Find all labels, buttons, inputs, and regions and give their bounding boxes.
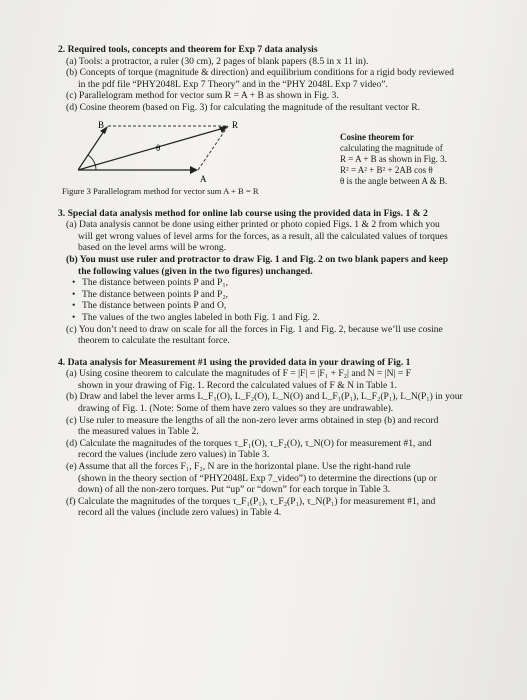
section-4 [58, 357, 498, 519]
cosine-formula: R² = A² + B² + 2AB cos θ [340, 165, 433, 176]
section-3 [58, 208, 498, 347]
parallelogram-diagram [78, 118, 298, 188]
section-3-bullet-3: • The distance between points P and O, [58, 300, 498, 312]
dashed-right-side [198, 126, 228, 170]
section-4-line-10: (shown in the theory section of “PHY2048L Exp 7_video”) to determine the directions (up or [78, 472, 437, 484]
section-4-line-8: record the values (include zero values) in Table 3. [78, 449, 270, 461]
section-4-line-11: down) of all the non-zero torques. Put “up” or “down” for each torque in Table 3. [78, 484, 391, 496]
section-2-item-d: (d) Cosine theorem (based on Fig. 3) for calculating the magnitude of the resultant vector R. [66, 101, 421, 113]
section-4-title: 4. Data analysis for Measurement #1 using the provided data in your drawing of Fig. 1 [58, 356, 411, 368]
label-theta: θ [156, 142, 161, 153]
section-2-item-a: (a) Tools: a protractor, a ruler (30 cm), 2 pages of blank papers (8.5 in x 11 in). [66, 55, 369, 67]
section-3-title: 3. Special data analysis method for online lab course using the provided data in Figs. 1 & 2 [58, 207, 428, 219]
vector-a-arrowhead [190, 166, 198, 174]
section-3-item-c-1: (c) You don’t need to draw on scale for all the forces in Fig. 1 and Fig. 2, because we’ll use cosine [66, 323, 443, 335]
cosine-line-1: Cosine theorem for [340, 131, 414, 142]
section-4-line-6: the measured values in Table 2. [78, 426, 199, 438]
section-4-line-3: (b) Draw and label the lever arms L_F₁(O), L_F₂(O), L_N(O) and L_F₁(P₁), L_F₂(P₁), L_N(P₁) in your [66, 391, 463, 403]
section-4-line-2: shown in your drawing of Fig. 1. Record the calculated values of F & N in Table 1. [78, 379, 397, 391]
document-content [58, 44, 498, 527]
section-3-item-b-1: (b) You must use ruler and protractor to draw Fig. 1 and Fig. 2 on two blank papers and keep [66, 253, 449, 265]
section-3-bullet-4: • The values of the two angles labeled in both Fig. 1 and Fig. 2. [58, 312, 498, 324]
label-b: B [98, 119, 105, 130]
section-2-item-c: (c) Parallelogram method for vector sum R = A + B as shown in Fig. 3. [66, 90, 339, 102]
section-2-item-b-cont: in the pdf file “PHY2048L Exp 7 Theory” and in the “PHY 2048L Exp 7 video”. [78, 78, 388, 90]
section-4-line-5: (c) Use ruler to measure the lengths of all the non-zero lever arms obtained in step (b) and record [66, 414, 439, 426]
section-2-item-b: (b) Concepts of torque (magnitude & direction) and equilibrium conditions for a rigid body reviewed [66, 67, 454, 79]
section-3-item-a-3: based on the level arms will be wrong. [78, 242, 227, 254]
section-3-item-b-2: the following values (given in the two figures) unchanged. [78, 265, 313, 277]
section-2 [58, 44, 498, 198]
cosine-theorem-box [340, 132, 500, 188]
section-3-item-c-2: theorem to calculate the resultant force. [78, 335, 230, 347]
section-4-line-12: (f) Calculate the magnitudes of the torques τ_F₁(P₁), τ_F₂(P₁), τ_N(P₁) for measurement #1, and [66, 495, 436, 507]
cosine-line-3: R = A + B as shown in Fig. 3. [340, 153, 447, 164]
cosine-line-5: θ is the angle between A & B. [340, 176, 448, 187]
section-3-bullet-1: • The distance between points P and P₁, [58, 277, 498, 289]
figure-3 [58, 118, 498, 198]
figure-3-caption: Figure 3 Parallelogram method for vector sum A + B = R [62, 185, 259, 196]
section-3-bullet-2: • The distance between points P and P₂, [58, 289, 498, 301]
section-4-line-1: (a) Using cosine theorem to calculate the magnitudes of F = |F| = |F₁ + F₂| and N = |N| = F [66, 368, 412, 380]
section-4-line-13: record all the values (include zero values) in Table 4. [78, 507, 282, 519]
label-a: A [200, 173, 207, 184]
cosine-line-2: calculating the magnitude of [340, 142, 443, 153]
section-4-line-9: (e) Assume that all the forces F₁, F₂, N are in the horizontal plane. Use the right-hand rule [66, 461, 411, 473]
section-4-line-7: (d) Calculate the magnitudes of the torques τ_F₁(O), τ_F₂(O), τ_N(O) for measurement #1, and [66, 437, 432, 449]
theta-arc [88, 155, 96, 170]
section-2-title: 2. Required tools, concepts and theorem for Exp 7 data analysis [58, 44, 318, 55]
section-3-item-a-2: will get wrong values of level arms for the forces, as a result, all the calculated values of torques [78, 230, 448, 242]
section-4-line-4: drawing of Fig. 1. (Note: Some of them have zero values so they are undrawable). [78, 403, 394, 415]
section-3-item-a-1: (a) Data analysis cannot be done using either printed or photo copied Figs. 1 & 2 from which you [66, 219, 440, 231]
label-r: R [232, 119, 239, 130]
